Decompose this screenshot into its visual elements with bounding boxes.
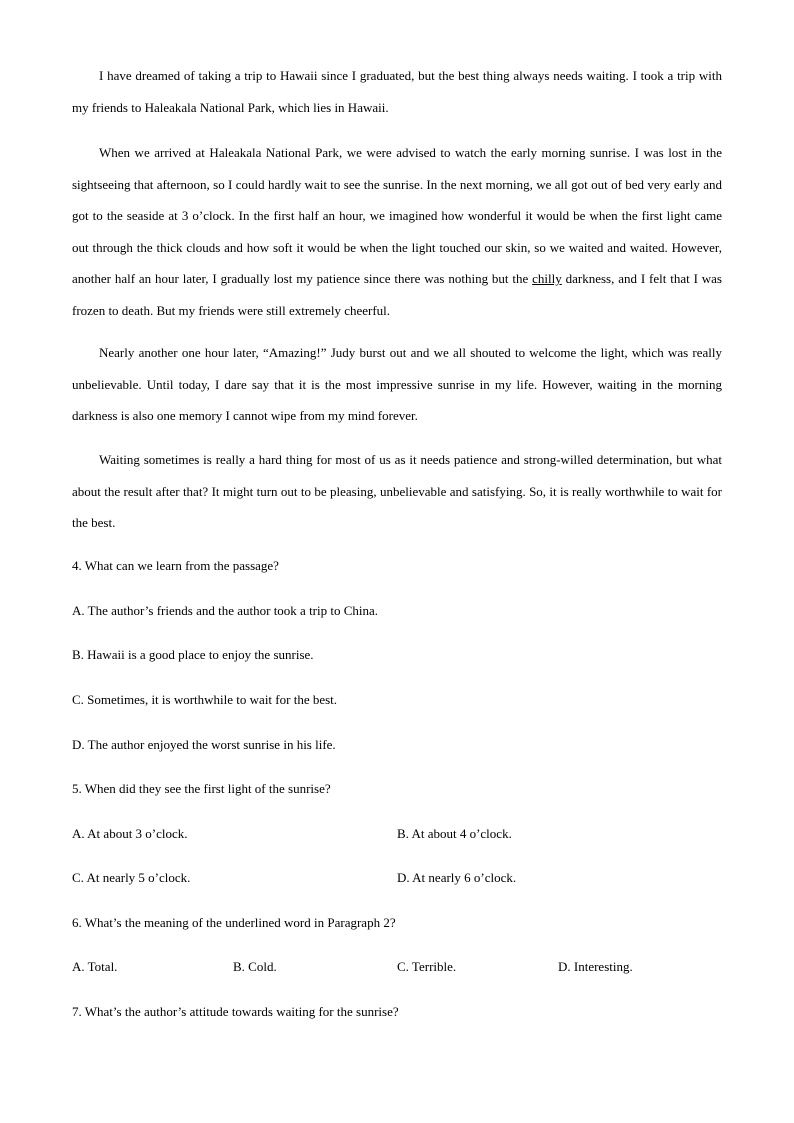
question-5-stem: 5. When did they see the first light of the sunrise? (72, 781, 331, 796)
question-6-option-b: B. Cold. (233, 959, 277, 974)
paragraph-2-text-before: When we arrived at Haleakala National Park, we were advised to watch the early morning sunrise. I was lost in the sightseeing that afternoon, so I could hardly wait to see the sunrise. In the next morning, we all got out of bed very early and got to the seaside at 3 o’clock. In the first half an hour, we imagined how wonderful it would be when the first light came out through the thick clouds and how soft it would be when the light touched our skin, so we waited and waited. However, another half an hour later, I gradually lost my patience since there was nothing but the (72, 145, 722, 286)
question-4-option-b: B. Hawaii is a good place to enjoy the sunrise. (72, 647, 314, 662)
question-4-option-d: D. The author enjoyed the worst sunrise in his life. (72, 737, 336, 752)
passage-paragraph-1: I have dreamed of taking a trip to Hawaii since I graduated, but the best thing always needs waiting. I took a trip with my friends to Haleakala National Park, which lies in Hawaii. (72, 68, 722, 115)
question-5-option-b: B. At about 4 o’clock. (397, 826, 512, 841)
passage-paragraph-2 (72, 137, 722, 326)
question-4-option-c: C. Sometimes, it is worthwhile to wait for the best. (72, 692, 338, 707)
question-5-option-c: C. At nearly 5 o’clock. (72, 870, 191, 885)
passage-paragraph-4: Waiting sometimes is really a hard thing for most of us as it needs patience and strong-willed determination, but what about the result after that? It might turn out to be pleasing, unbelievable and satisfying. So, it is really worthwhile to wait for the best. (72, 452, 722, 530)
question-5-option-a: A. At about 3 o’clock. (72, 826, 188, 841)
passage-paragraph-3: Nearly another one hour later, “Amazing!” Judy burst out and we all shouted to welcome the light, which was really unbelievable. Until today, I dare say that it is the most impressive sunrise in my life. However, waiting in the morning darkness is also one memory I cannot wipe from my mind forever. (72, 345, 722, 423)
question-6-stem: 6. What’s the meaning of the underlined word in Paragraph 2? (72, 915, 396, 930)
underlined-word-chilly: chilly (532, 271, 562, 286)
paragraph-2-text-after: darkness, and I felt that I was frozen to death. But my friends were still extremely cheerful. (72, 271, 722, 318)
question-4-stem: 4. What can we learn from the passage? (72, 558, 279, 573)
question-6-option-d: D. Interesting. (558, 959, 633, 974)
question-7-stem: 7. What’s the author’s attitude towards waiting for the sunrise? (72, 1004, 399, 1019)
question-4-option-a: A. The author’s friends and the author took a trip to China. (72, 603, 379, 618)
question-6-option-a: A. Total. (72, 959, 118, 974)
question-5-option-d: D. At nearly 6 o’clock. (397, 870, 517, 885)
question-6-option-c: C. Terrible. (397, 959, 457, 974)
